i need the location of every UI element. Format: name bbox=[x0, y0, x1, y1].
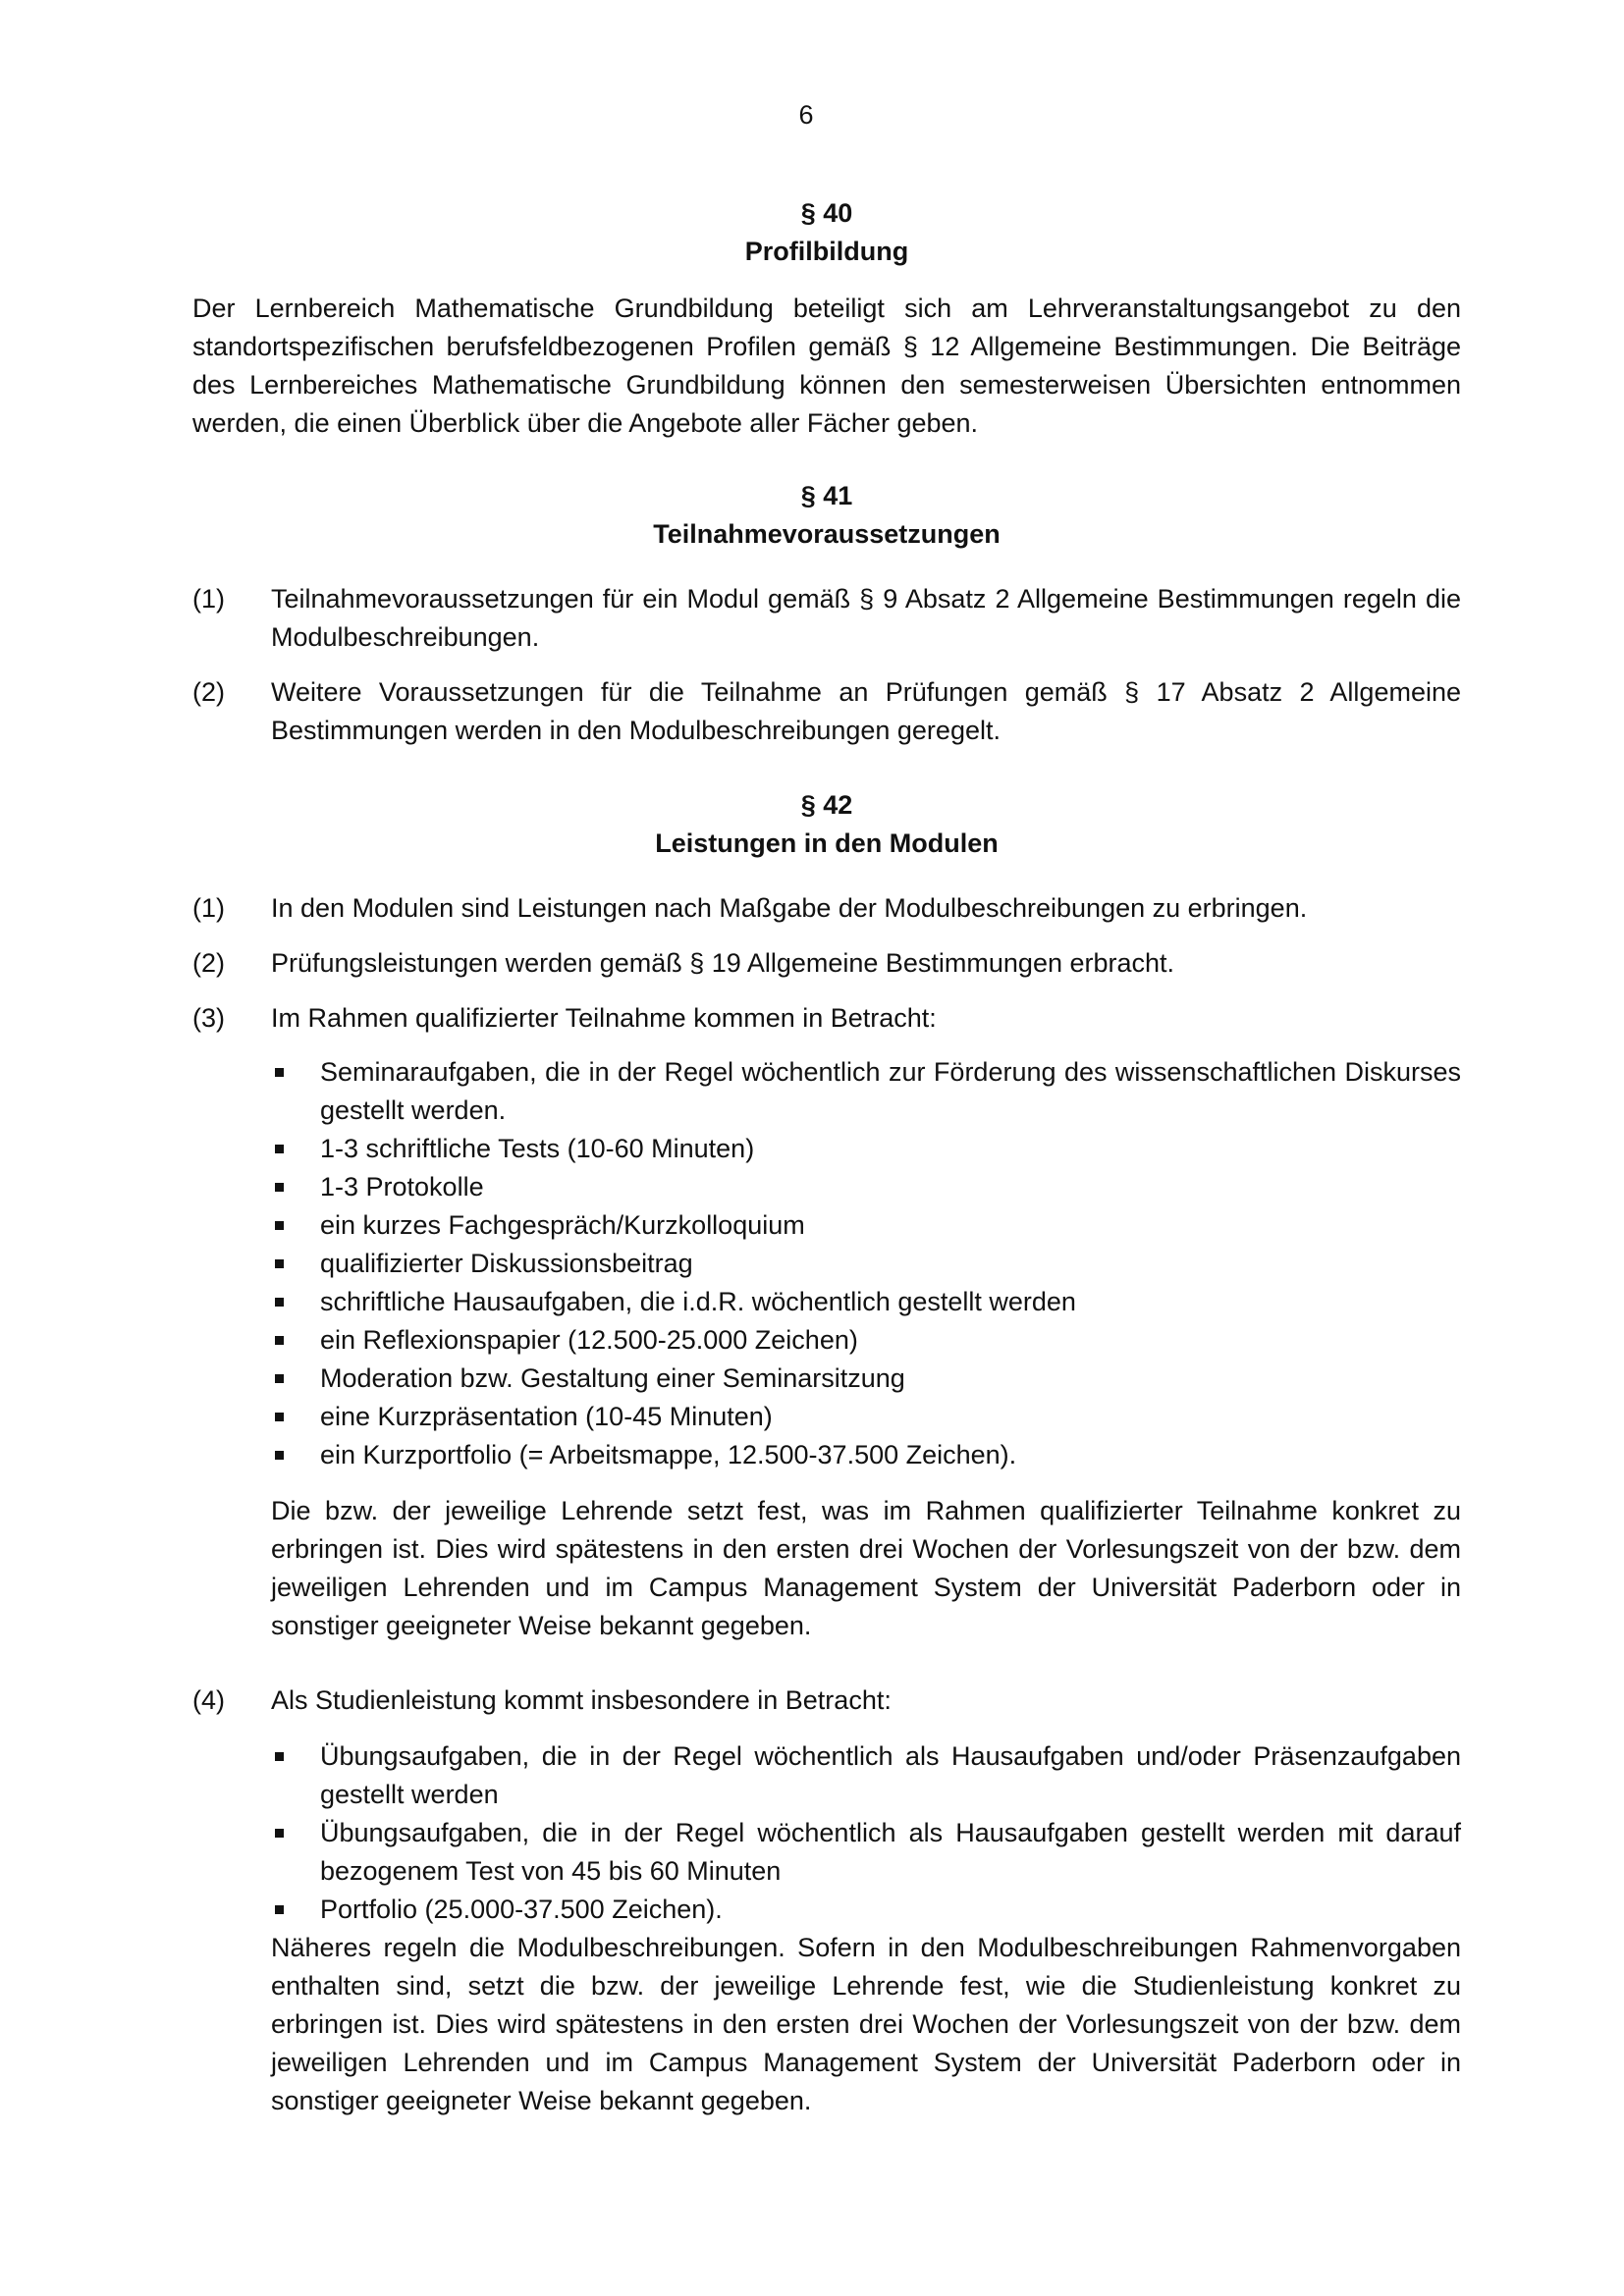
section-42-item-4 bbox=[192, 1682, 1461, 1720]
list-item: ein Kurzportfolio (= Arbeitsmappe, 12.500-37.500 Zeichen). bbox=[271, 1436, 1461, 1474]
section-41-item-1 bbox=[192, 580, 1461, 657]
item-number: (4) bbox=[192, 1685, 225, 1715]
study-achievement-list bbox=[271, 1737, 1461, 1929]
list-item: Portfolio (25.000-37.500 Zeichen). bbox=[271, 1891, 1461, 1929]
qualified-participation-list bbox=[271, 1053, 1461, 1474]
list-item: ein kurzes Fachgespräch/Kurzkolloquium bbox=[271, 1206, 1461, 1245]
section-42-item-2 bbox=[192, 944, 1461, 983]
item-number: (2) bbox=[192, 948, 225, 978]
list-item: Übungsaufgaben, die in der Regel wöchentlich als Hausaufgaben und/oder Präsenzaufgaben gestellt werden bbox=[271, 1737, 1461, 1814]
list-item: schriftliche Hausaufgaben, die i.d.R. wöchentlich gestellt werden bbox=[271, 1283, 1461, 1321]
list-item: Übungsaufgaben, die in der Regel wöchentlich als Hausaufgaben gestellt werden mit darauf bezogenem Test von 45 bis 60 Minuten bbox=[271, 1814, 1461, 1891]
list-item: ein Reflexionspapier (12.500-25.000 Zeichen) bbox=[271, 1321, 1461, 1360]
list-item: 1-3 schriftliche Tests (10-60 Minuten) bbox=[271, 1130, 1461, 1168]
item-text: In den Modulen sind Leistungen nach Maßgabe der Modulbeschreibungen zu erbringen. bbox=[271, 893, 1308, 923]
item-number: (3) bbox=[192, 1003, 225, 1033]
qualified-participation-note: Die bzw. der jeweilige Lehrende setzt fest, was im Rahmen qualifizierter Teilnahme konkret zu erbringen ist. Dies wird spätestens in den ersten drei Wochen der Vorlesungszeit von der bzw. dem jeweiligen Lehrenden und im Campus Management System der Universität Paderborn oder in sonstiger geeigneter Weise bekannt gegeben. bbox=[271, 1496, 1461, 1640]
item-number: (1) bbox=[192, 584, 225, 614]
item-text: Als Studienleistung kommt insbesondere in Betracht: bbox=[271, 1685, 892, 1715]
list-item: eine Kurzpräsentation (10-45 Minuten) bbox=[271, 1398, 1461, 1436]
item-number: (1) bbox=[192, 893, 225, 923]
list-item: qualifizierter Diskussionsbeitrag bbox=[271, 1245, 1461, 1283]
item-text: Prüfungsleistungen werden gemäß § 19 Allgemeine Bestimmungen erbracht. bbox=[271, 948, 1175, 978]
section-42-item-1 bbox=[192, 889, 1461, 928]
list-item: 1-3 Protokolle bbox=[271, 1168, 1461, 1206]
list-item: Seminaraufgaben, die in der Regel wöchentlich zur Förderung des wissenschaftlichen Diskurses gestellt werden. bbox=[271, 1053, 1461, 1130]
item-text: Teilnahmevoraussetzungen für ein Modul gemäß § 9 Absatz 2 Allgemeine Bestimmungen regeln die Modulbeschreibungen. bbox=[271, 584, 1461, 652]
item-number: (2) bbox=[192, 677, 225, 707]
page-number: 6 bbox=[798, 100, 814, 130]
study-achievement-note: Näheres regeln die Modulbeschreibungen. Sofern in den Modulbeschreibungen Rahmenvorgaben enthalten sind, setzt die bzw. der jeweilige Lehrende fest, wie die Studienleistung konkret zu erbringen ist. Dies wird spätestens in den ersten drei Wochen der Vorlesungszeit von der bzw. dem jeweiligen Lehrenden und im Campus Management System der Universität Paderborn oder in sonstiger geeigneter Weise bekannt gegeben. bbox=[271, 1933, 1461, 2115]
section-40-title: Profilbildung bbox=[744, 237, 909, 266]
section-42-title: Leistungen in den Modulen bbox=[655, 828, 999, 858]
section-42-number: § 42 bbox=[800, 790, 853, 820]
item-text: Im Rahmen qualifizierter Teilnahme kommen in Betracht: bbox=[271, 1003, 937, 1033]
section-41-number: § 41 bbox=[800, 481, 853, 510]
section-42-item-3 bbox=[192, 999, 1461, 1038]
section-41-item-2 bbox=[192, 673, 1461, 750]
section-40-number: § 40 bbox=[800, 198, 853, 228]
item-text: Weitere Voraussetzungen für die Teilnahme an Prüfungen gemäß § 17 Absatz 2 Allgemeine Bestimmungen werden in den Modulbeschreibungen geregelt. bbox=[271, 677, 1461, 745]
section-40-body: Der Lernbereich Mathematische Grundbildung beteiligt sich am Lehrveranstaltungsangebot zu den standortspezifischen berufsfeldbezogenen Profilen gemäß § 12 Allgemeine Bestimmungen. Die Beiträge des Lernbereiches Mathematische Grundbildung können den semesterweisen Übersichten entnommen werden, die einen Überblick über die Angebote aller Fächer geben. bbox=[192, 294, 1461, 438]
section-41-title: Teilnahmevoraussetzungen bbox=[653, 519, 1001, 549]
list-item: Moderation bzw. Gestaltung einer Seminarsitzung bbox=[271, 1360, 1461, 1398]
